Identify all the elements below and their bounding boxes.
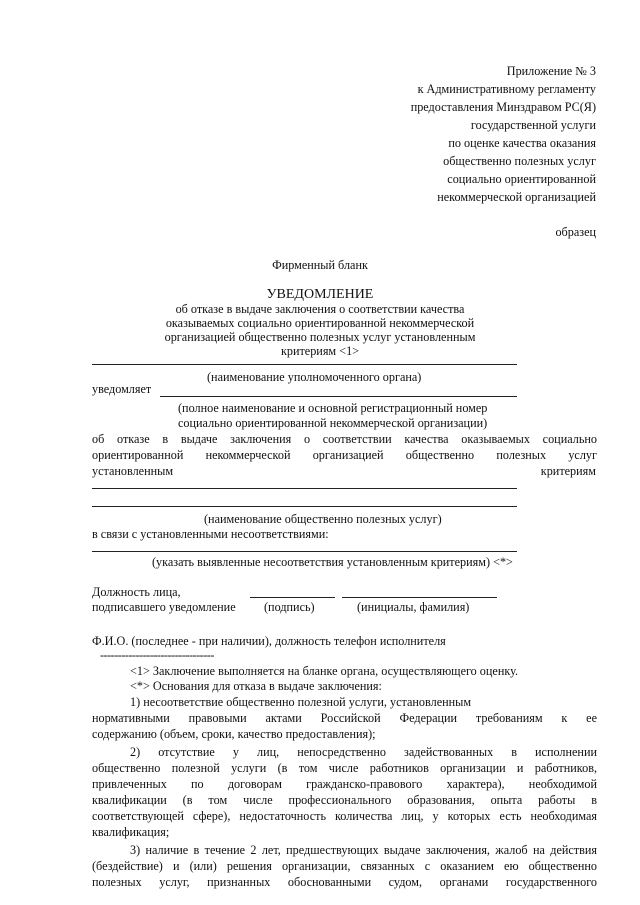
item1-line: 1) несоответствие общественно полезной услуги, установленным	[130, 695, 472, 709]
refusal-line-1: об отказе в выдаче заключения о соответствии качества оказываемых социально	[92, 432, 597, 446]
appendix-line: государственной услуги	[470, 118, 596, 132]
item2-line: 2) отсутствие у лиц, непосредственно задействованных в исполнении	[130, 745, 597, 759]
footnote-1: <1> Заключение выполняется на бланке органа, осуществляющего оценку.	[130, 664, 519, 678]
services-line-1	[92, 488, 517, 489]
subtitle-line: оказываемых социально ориентированной некоммерческой	[165, 316, 475, 330]
appendix-line: общественно полезных услуг	[443, 154, 596, 168]
caption-mismatch: (указать выявленные несоответствия установленным критериям) <*>	[152, 555, 513, 569]
item3-line: 3) наличие в течение 2 лет, предшествующих выдаче заключения, жалоб на действия	[130, 843, 597, 857]
mismatch-line	[92, 551, 517, 552]
appendix-line: Приложение № 3	[506, 64, 596, 78]
sample-label: образец	[555, 225, 596, 239]
caption-signature: (подпись)	[264, 600, 315, 614]
document-title: УВЕДОМЛЕНИЕ	[266, 287, 374, 302]
position-label-2: подписавшего уведомление	[92, 600, 236, 614]
appendix-line: социально ориентированной	[447, 172, 596, 186]
executor-line: Ф.И.О. (последнее - при наличии), должность телефон исполнителя	[92, 634, 446, 648]
caption-services: (наименование общественно полезных услуг)	[204, 512, 442, 526]
refusal-line-3b: критериям	[540, 464, 596, 478]
item1-line: содержанию (объем, сроки, качество предоставления);	[92, 727, 376, 741]
appendix-line: по оценке качества оказания	[448, 136, 596, 150]
letterhead-label: Фирменный бланк	[272, 258, 368, 272]
item3-line: полезных услуг, признанных обоснованными судом, органами государственного	[92, 875, 597, 889]
caption-nko-1: (полное наименование и основной регистрационный номер	[178, 401, 488, 415]
appendix-line: некоммерческой организацией	[437, 190, 596, 204]
refusal-line-2: ориентированной некоммерческой организацией общественно полезных услуг	[92, 448, 597, 462]
refusal-line-3a: установленным	[92, 464, 174, 478]
notifies-label: уведомляет	[92, 382, 152, 396]
footnote-separator: --------------------------------	[100, 648, 214, 662]
caption-nko-2: социально ориентированной некоммерческой организации)	[178, 416, 488, 430]
org-name-line	[92, 364, 517, 365]
appendix-line: предоставления Минздравом РС(Я)	[410, 100, 596, 114]
subtitle-line: критериям <1>	[280, 344, 360, 358]
mismatch-label: в связи с установленными несоответствиями:	[92, 527, 329, 541]
initials-line	[342, 597, 497, 598]
nko-name-line	[160, 396, 517, 397]
footnote-star: <*> Основания для отказа в выдаче заключения:	[130, 679, 382, 693]
item2-line: квалификации (в том числе профессионального образования, опыта работы в	[92, 793, 597, 807]
item3-line: (бездействие) и (или) решения организации, связанных с оказанием ею общественно	[92, 859, 597, 873]
item2-line: общественно полезной услуги (в том числе работников организации и работников,	[92, 761, 597, 775]
appendix-line: к Административному регламенту	[417, 82, 596, 96]
position-label-1: Должность лица,	[92, 585, 181, 599]
item2-line: привлеченных по договорам гражданско-правового характера), необходимой	[92, 777, 597, 791]
item2-line: квалификация;	[92, 825, 170, 839]
caption-org: (наименование уполномоченного органа)	[207, 370, 422, 384]
caption-initials: (инициалы, фамилия)	[357, 600, 470, 614]
subtitle-line: об отказе в выдаче заключения о соответствии качества	[175, 302, 465, 316]
subtitle-line: организацией общественно полезных услуг установленным	[164, 330, 476, 344]
signature-line	[250, 597, 335, 598]
services-line-2	[92, 506, 517, 507]
item1-line: нормативными правовыми актами Российской Федерации требованиям к ее	[92, 711, 597, 725]
item2-line: соответствующей сфере), недостаточность количества лиц, у которых есть необходимая	[92, 809, 597, 823]
